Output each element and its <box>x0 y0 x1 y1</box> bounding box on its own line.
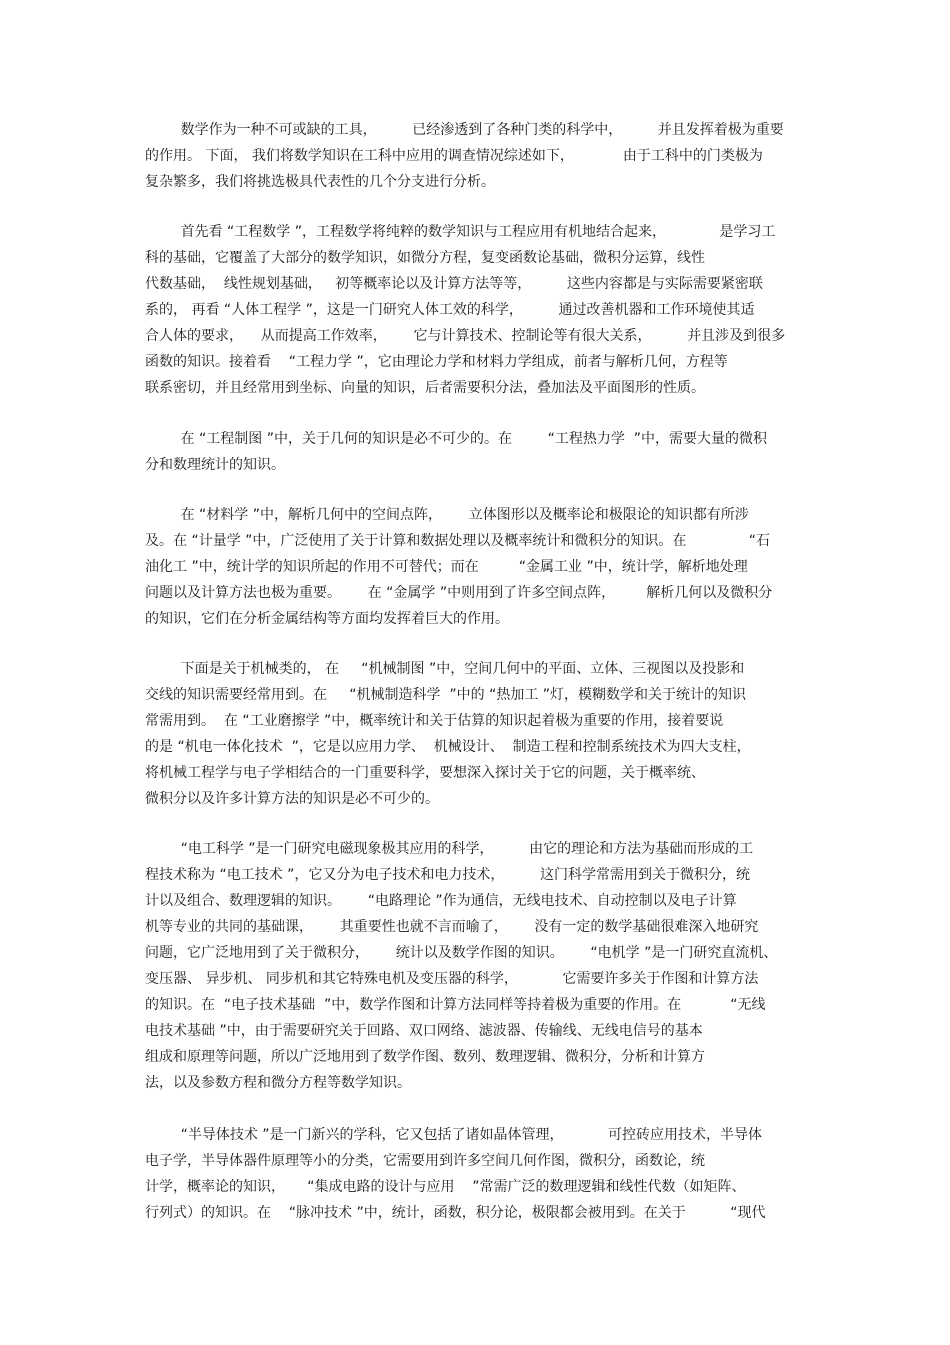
text-line: 程技术称为 “电工技术 ”，它又分为电子技术和电力技术， 这门科学常需用到关于微积分，统 <box>145 867 751 883</box>
text-line: 的是 “机电一体化技术 ”，它是以应用力学、 机械设计、 制造工程和控制系统技术为四大支柱， <box>145 739 751 755</box>
text-line: 下面是关于机械类的， 在 “机械制图 ”中，空间几何中的平面、立体、三视图以及投影和 <box>145 661 745 677</box>
text-line: “半导体技术 ”是一门新兴的学科，它又包括了诸如晶体管理， 可控砖应用技术，半导体 <box>145 1127 763 1143</box>
paragraph-electrical <box>145 836 815 1096</box>
text-line: 代数基础， 线性规划基础， 初等概率论以及计算方法等等， 这些内容都是与实际需要紧密联 <box>145 276 763 292</box>
text-line: 电技术基础 ”中，由于需要研究关于回路、双口网络、滤波器、传输线、无线电信号的基本 <box>145 1023 703 1039</box>
paragraph-materials <box>145 502 815 632</box>
text-line: 函数的知识。接着看 “工程力学 ”，它由理论力学和材料力学组成，前者与解析几何，方程等 <box>145 354 728 370</box>
text-line: 联系密切，并且经常用到坐标、向量的知识，后者需要积分法，叠加法及平面图形的性质。 <box>145 380 705 396</box>
text-line: 问题以及计算方法也极为重要。 在 “金属学 ”中则用到了许多空间点阵， 解析几何以及微积分 <box>145 585 773 601</box>
text-line: 油化工 ”中，统计学的知识所起的作用不可替代；而在 “金属工业 ”中，统计学，解析地处理 <box>145 559 748 575</box>
text-line: 系的， 再看 “人体工程学 ”，这是一门研究人体工效的科学， 通过改善机器和工作环境使其适 <box>145 302 755 318</box>
text-line: 首先看 “工程数学 ”，工程数学将纯粹的数学知识与工程应用有机地结合起来， 是学习工 <box>145 224 776 240</box>
text-line: 组成和原理等问题，所以广泛地用到了数学作图、数列、数理逻辑、微积分，分析和计算方 <box>145 1049 705 1065</box>
paragraph-intro <box>145 117 815 195</box>
text-line: 电子学，半导体器件原理等小的分类，它需要用到许多空间几何作图，微积分，函数论，统 <box>145 1153 705 1169</box>
text-line: 分和数理统计的知识。 <box>145 457 285 473</box>
text-line: 常需用到。 在 “工业磨擦学 ”中，概率统计和关于估算的知识起着极为重要的作用，接着要说 <box>145 713 724 729</box>
text-line: 及。在 “计量学 ”中，广泛使用了关于计算和数据处理以及概率统计和微积分的知识。在 “石 <box>145 533 770 549</box>
text-line: 变压器、 异步机、 同步机和其它特殊电机及变压器的科学， 它需要许多关于作图和计算方法 <box>145 971 759 987</box>
text-line: 的作用。 下面， 我们将数学知识在工科中应用的调查情况综述如下， 由于工科中的门类极为 <box>145 148 763 164</box>
text-line: 在 “工程制图 ”中，关于几何的知识是必不可少的。在 “工程热力学 ”中，需要大量的微积 <box>145 431 768 447</box>
text-line: 数学作为一种不可或缺的工具， 已经渗透到了各种门类的科学中， 并且发挥着极为重要 <box>145 122 784 138</box>
paragraph-semiconductor <box>145 1122 815 1226</box>
text-line: 计学，概率论的知识， “集成电路的设计与应用 ”常需广泛的数理逻辑和线性代数（如矩阵、 <box>145 1179 746 1195</box>
text-line: 将机械工程学与电子学相结合的一门重要科学，要想深入探讨关于它的问题，关于概率统、 <box>145 765 705 781</box>
text-line: 在 “材料学 ”中，解析几何中的空间点阵， 立体图形以及概率论和极限论的知识都有所涉 <box>145 507 749 523</box>
text-line: 交线的知识需要经常用到。在 “机械制造科学 ”中的 “热加工 ”灯，模糊数学和关于统计的知识 <box>145 687 747 703</box>
paragraph-engineering-drawing <box>145 426 815 478</box>
text-line: 科的基础，它覆盖了大部分的数学知识，如微分方程，复变函数论基础，微积分运算，线性 <box>145 250 705 266</box>
text-line: 机等专业的共同的基础课， 其重要性也就不言而喻了， 没有一定的数学基础很难深入地研究 <box>145 919 759 935</box>
paragraph-mechanical <box>145 656 815 812</box>
text-line: 的知识，它们在分析金属结构等方面均发挥着巨大的作用。 <box>145 611 509 627</box>
text-line: 问题，它广泛地用到了关于微积分， 统计以及数学作图的知识。 “电机学 ”是一门研究直流机、 <box>145 945 778 961</box>
text-line: “电工科学 ”是一门研究电磁现象极其应用的科学， 由它的理论和方法为基础而形成的工 <box>145 841 754 857</box>
text-line: 法，以及参数方程和微分方程等数学知识。 <box>145 1075 411 1091</box>
text-line: 复杂繁多，我们将挑选极具代表性的几个分支进行分析。 <box>145 174 495 190</box>
text-line: 行列式）的知识。在 “脉冲技术 ”中，统计，函数，积分论，极限都会被用到。在关于 “现代 <box>145 1205 766 1221</box>
paragraph-engineering-math <box>145 219 815 401</box>
text-line: 的知识。在 “电子技术基础 ”中，数学作图和计算方法同样等持着极为重要的作用。在 “无线 <box>145 997 766 1013</box>
text-line: 微积分以及许多计算方法的知识是必不可少的。 <box>145 791 439 807</box>
text-line: 计以及组合、数理逻辑的知识。 “电路理论 ”作为通信，无线电技术、自动控制以及电子计算 <box>145 893 737 909</box>
text-line: 合人体的要求， 从而提高工作效率， 它与计算技术、控制论等有很大关系， 并且涉及到很多 <box>145 328 786 344</box>
